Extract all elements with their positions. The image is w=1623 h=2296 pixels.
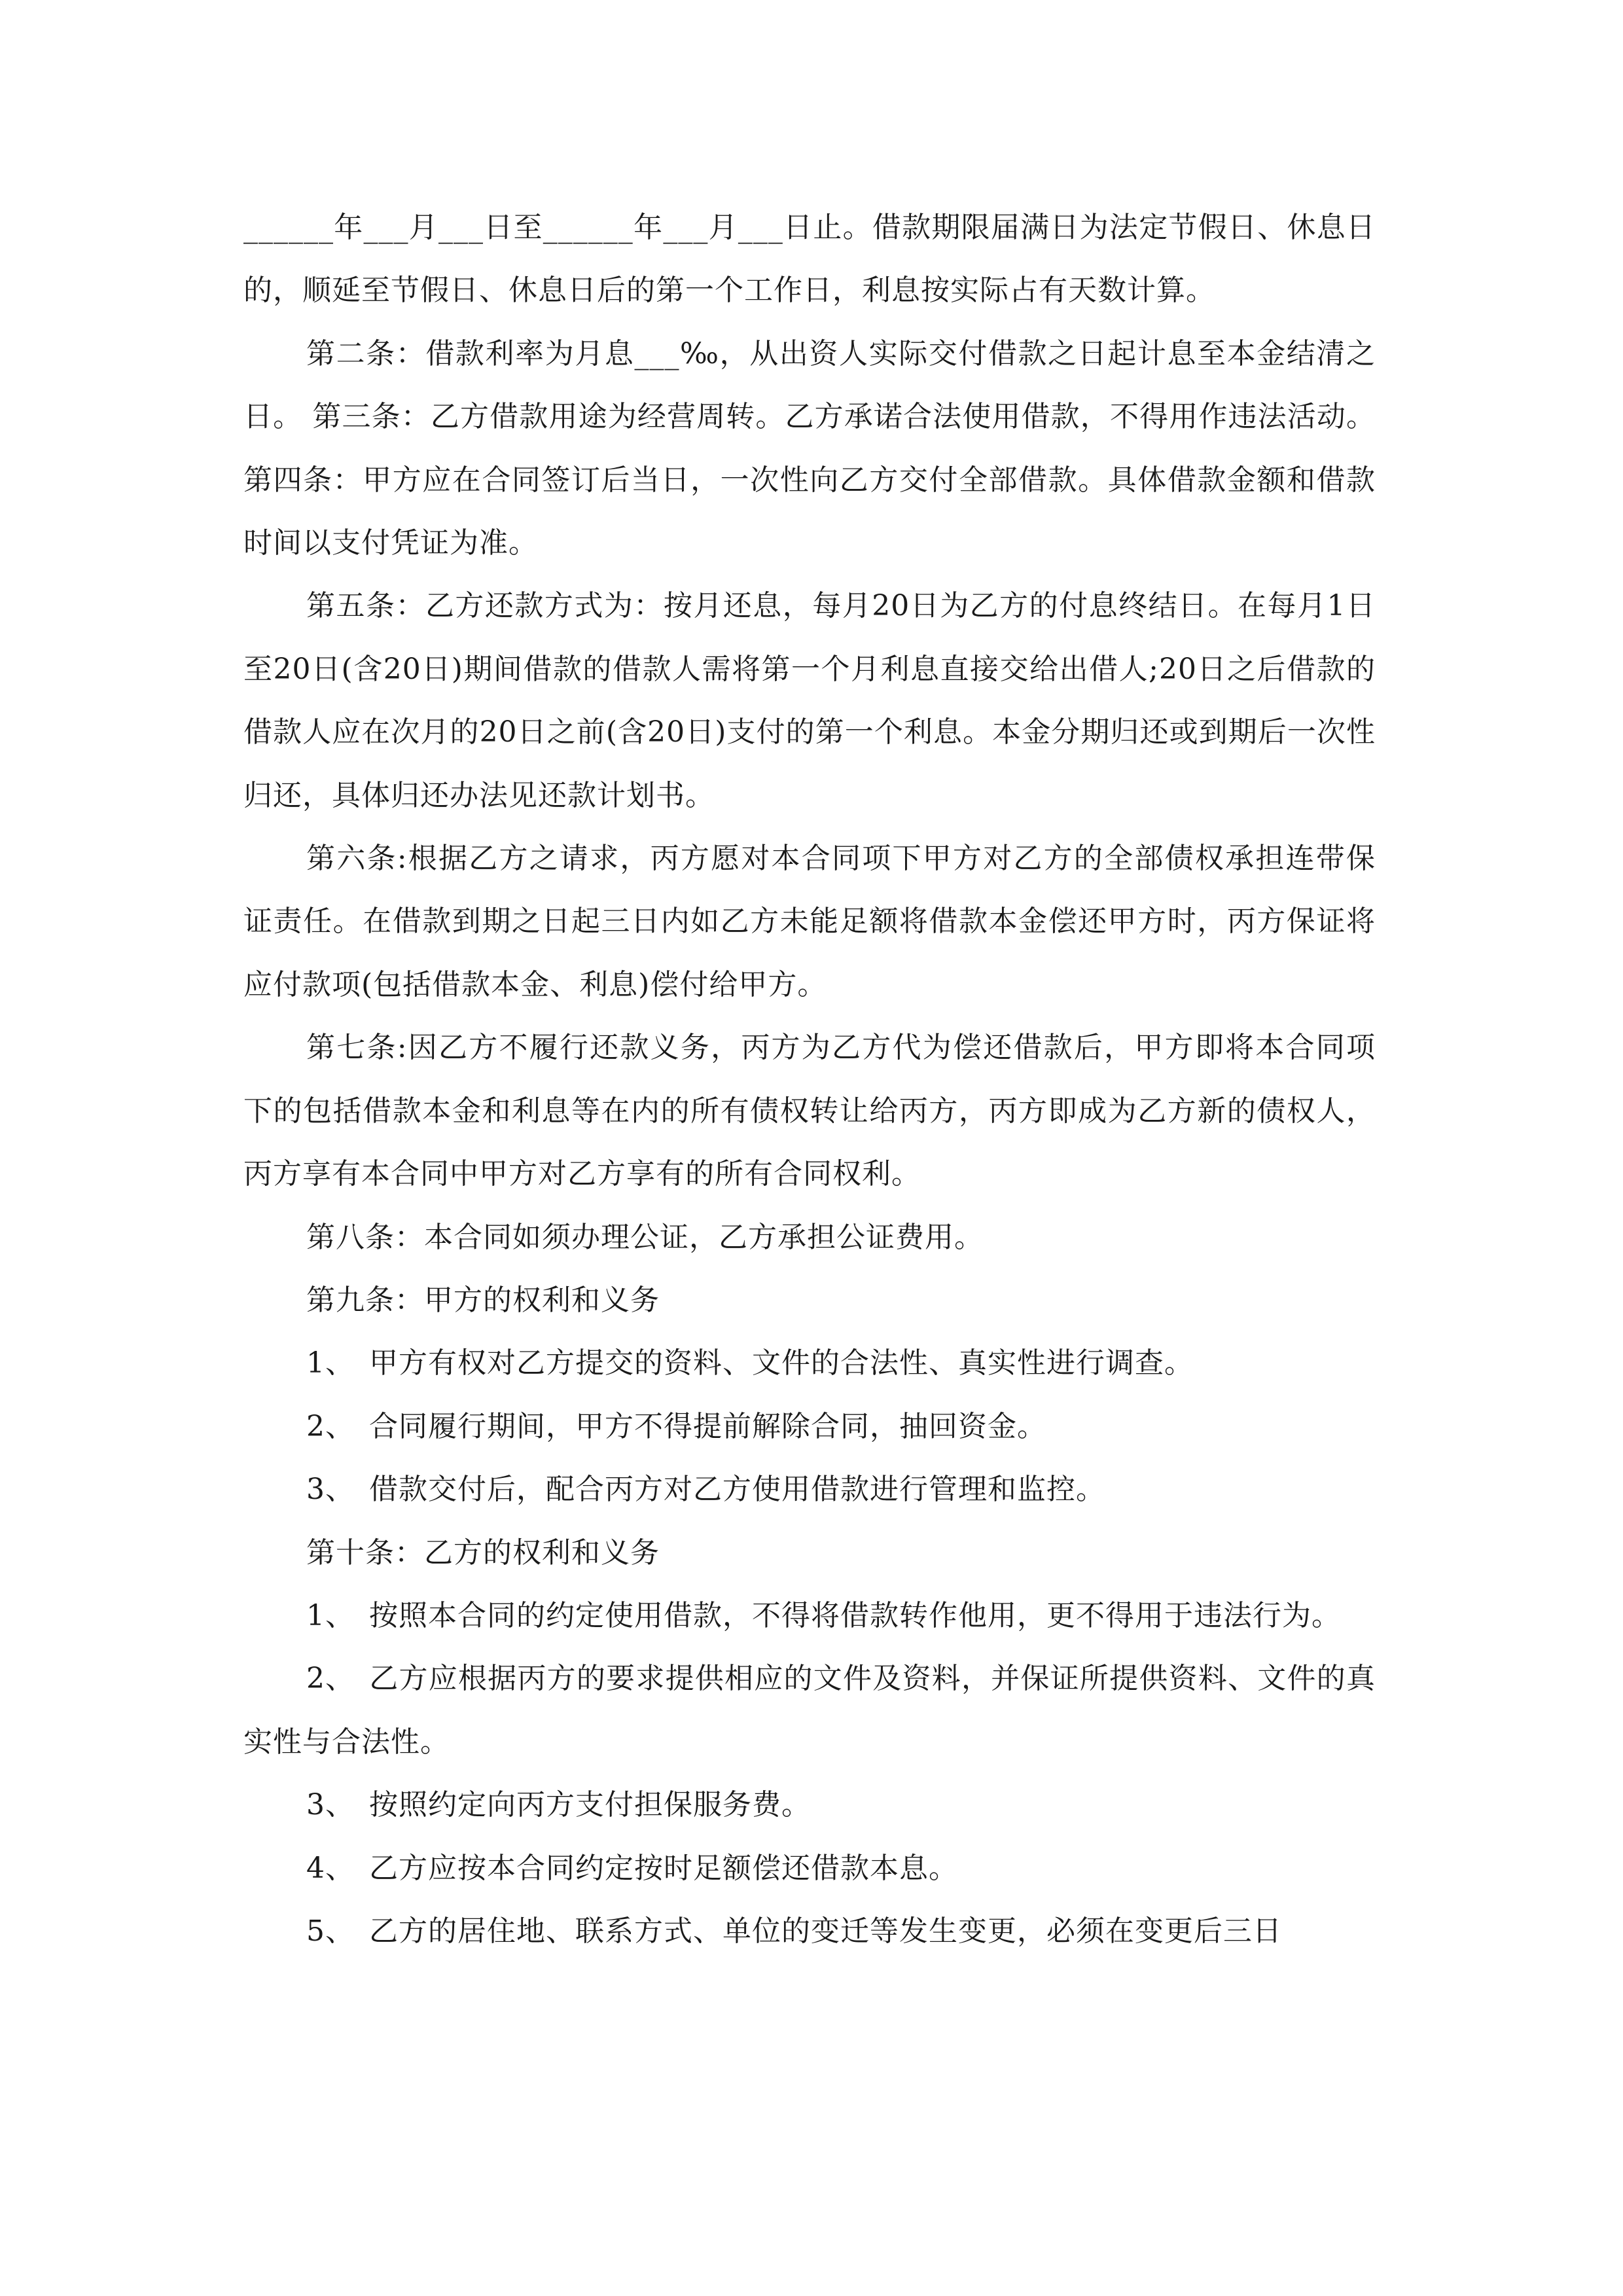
list-item-number: 2、 [306, 1409, 355, 1443]
list-item-number: 2、 [306, 1662, 355, 1696]
heading-article-9: 第九条：甲方的权利和义务 [306, 1283, 660, 1317]
list-item-number: 4、 [306, 1851, 355, 1885]
list-item [243, 1774, 1376, 1837]
paragraph-loan-term: ______年___月___日至______年___月___日止。借款期限届满日为法定节假日、休息日的，顺延至节假日、休息日后的第一个工作日，利息按实际占有天数计算。 [243, 211, 1376, 308]
heading-article-10: 第十条：乙方的权利和义务 [306, 1535, 660, 1570]
paragraph-article-2-4: 第二条：借款利率为月息___‰，从出资人实际交付借款之日起计息至本金结清之日。 第三条：乙方借款用途为经营周转。乙方承诺合法使用借款，不得用作违法活动。 第四条：甲方应在合同签订后当日，一次性向乙方交付全部借款。具体借款金额和借款时间以支付凭证为准。 [243, 336, 1376, 560]
list-item-text: 借款交付后，配合丙方对乙方使用借款进行管理和监控。 [369, 1473, 1105, 1507]
list-item-number: 3、 [306, 1473, 355, 1507]
document-body [243, 196, 1376, 1963]
paragraph-article-7: 第七条:因乙方不履行还款义务，丙方为乙方代为偿还借款后，甲方即将本合同项下的包括借款本金和利息等在内的所有债权转让给丙方，丙方即成为乙方新的债权人，丙方享有本合同中甲方对乙方享有的所有合同权利。 [243, 1031, 1376, 1191]
list-item-number: 3、 [306, 1788, 355, 1822]
list-item [243, 1395, 1376, 1458]
list-item-text: 甲方有权对乙方提交的资料、文件的合法性、真实性进行调查。 [369, 1346, 1194, 1380]
list-item-text: 乙方应根据丙方的要求提供相应的文件及资料，并保证所提供资料、文件的真实性与合法性。 [243, 1662, 1376, 1759]
list-item-number: 1、 [306, 1598, 355, 1632]
list-item-number: 1、 [306, 1346, 355, 1380]
list-item-text: 按照本合同的约定使用借款，不得将借款转作他用，更不得用于违法行为。 [369, 1598, 1341, 1632]
list-item-text: 按照约定向丙方支付担保服务费。 [369, 1788, 811, 1822]
paragraph-article-6: 第六条:根据乙方之请求，丙方愿对本合同项下甲方对乙方的全部债权承担连带保证责任。在借款到期之日起三日内如乙方未能足额将借款本金偿还甲方时，丙方保证将应付款项(包括借款本金、利息)偿付给甲方。 [243, 842, 1376, 1001]
list-item [243, 1458, 1376, 1521]
list-item [243, 1900, 1376, 1963]
list-item-text: 乙方的居住地、联系方式、单位的变迁等发生变更，必须在变更后三日 [369, 1914, 1282, 1948]
list-item [243, 1332, 1376, 1395]
list-item [243, 1837, 1376, 1900]
list-item-number: 5、 [306, 1914, 355, 1948]
paragraph-article-5: 第五条：乙方还款方式为：按月还息，每月20日为乙方的付息终结日。在每月1日至20日(含20日)期间借款的借款人需将第一个月利息直接交给出借人;20日之后借款的借款人应在次月的20日之前(含20日)支付的第一个利息。本金分期归还或到期后一次性归还，具体归还办法见还款计划书。 [243, 589, 1376, 812]
list-item [243, 1585, 1376, 1647]
list-item-text: 乙方应按本合同约定按时足额偿还借款本息。 [369, 1851, 958, 1885]
list-item [243, 1647, 1376, 1774]
paragraph-article-8: 第八条：本合同如须办理公证，乙方承担公证费用。 [306, 1220, 984, 1254]
list-item-text: 合同履行期间，甲方不得提前解除合同，抽回资金。 [369, 1409, 1046, 1443]
